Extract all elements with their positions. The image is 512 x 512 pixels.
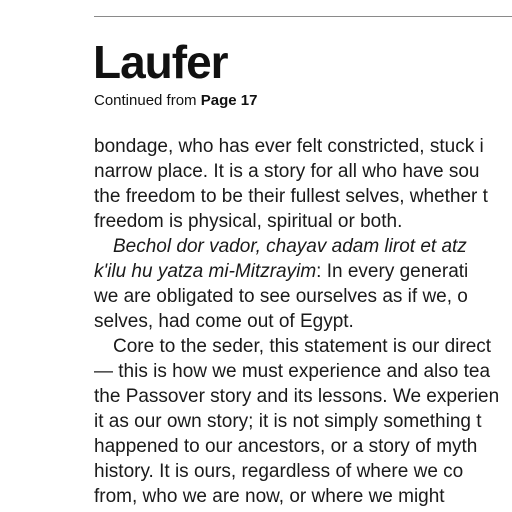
body-text-run: Core to the seder, this statement is our direct [113,336,492,357]
continued-prefix: Continued from [94,92,197,109]
body-text-run: we are obligated to see ourselves as if we, o [94,286,468,307]
body-line [94,409,512,434]
body-text-italic: k'ilu hu yatza mi-Mitzrayim [94,261,317,282]
body-text-italic: Bechol dor vador, chayav adam lirot et atz [113,236,467,257]
body-line [94,484,512,509]
body-line [94,209,512,234]
body-text-run: freedom is physical, spiritual or both. [94,211,403,232]
body-line [94,309,512,334]
body-line [94,259,512,284]
body-text-run: the freedom to be their fullest selves, whether t [94,186,488,207]
body-text-run: from, who we are now, or where we might [94,486,445,507]
body-line [94,434,512,459]
body-line [94,284,512,309]
body-line [94,359,512,384]
body-line [94,159,512,184]
body-line [94,459,512,484]
body-text-run: narrow place. It is a story for all who have sou [94,161,480,182]
body-text-run: selves, had come out of Egypt. [94,311,354,332]
body-line [94,184,512,209]
body-text-run: — this is how we must experience and also tea [94,361,491,382]
body-text-run: bondage, who has ever felt constricted, stuck i [94,136,484,157]
article-headline: Laufer [93,36,228,88]
body-line [94,384,512,409]
body-line [94,234,512,259]
top-rule [94,16,512,17]
body-line [94,334,512,359]
body-text-run: it as our own story; it is not simply something t [94,411,482,432]
continuation-line [94,91,257,111]
body-text-run: history. It is ours, regardless of where we co [94,461,464,482]
body-text-run: : In every generati [316,261,469,282]
continued-page-ref: Page 17 [200,92,258,109]
body-text-run: happened to our ancestors, or a story of myth [94,436,478,457]
body-line [94,134,512,159]
article-body [94,134,512,509]
body-text-run: the Passover story and its lessons. We experien [94,386,500,407]
